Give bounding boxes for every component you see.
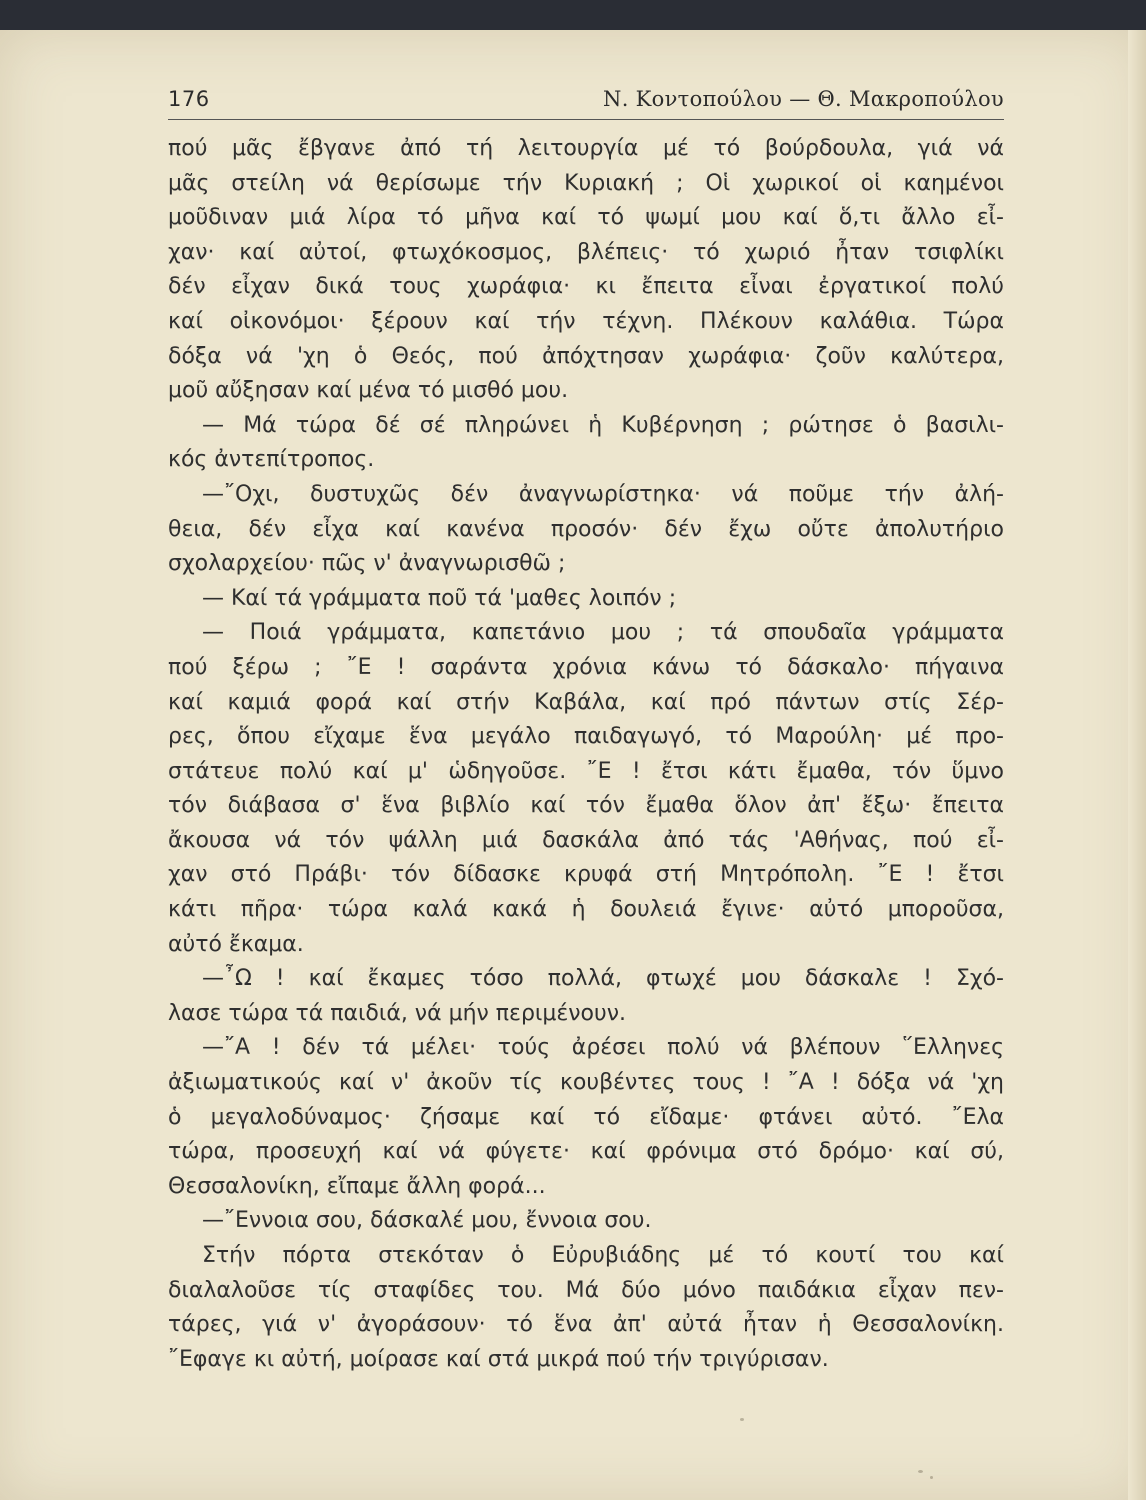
text-line: πού μᾶς ἔβγανε ἀπό τή λειτουργία μέ τό βούρδουλα, γιά νά xyxy=(168,136,1004,161)
text-line: καί καμιά φορά καί στήν Καβάλα, καί πρό πάντων στίς Σέρ- xyxy=(168,689,1004,715)
ink-speck xyxy=(918,1470,923,1473)
text-line: χαν· καί αὐτοί, φτωχόκοσμος, βλέπεις· τό χωριό ἦταν τσιφλίκι xyxy=(168,239,1004,265)
text-line: σχολαρχείου· πῶς ν' ἀναγνωρισθῶ ; xyxy=(168,551,566,577)
text-line: Θεσσαλονίκη, εἴπαμε ἄλλη φορά... xyxy=(168,1173,546,1199)
body-text xyxy=(168,132,1004,1377)
text-line: — Μά τώρα δέ σέ πληρώνει ἡ Κυβέρνηση ; ρώτησε ὁ βασιλι- xyxy=(202,412,1004,438)
ink-speck xyxy=(930,1476,933,1479)
text-line: —῎Α ! δέν τά μέλει· τούς ἀρέσει πολύ νά βλέπουν ῞Ελληνες xyxy=(202,1035,1004,1061)
text-line: δέν εἶχαν δικά τους χωράφια· κι ἔπειτα εἶναι ἐργατικοί πολύ xyxy=(168,274,1004,300)
text-line: κός ἀντεπίτροπος. xyxy=(168,447,375,473)
text-line: τόν διάβασα σ' ἕνα βιβλίο καί τόν ἔμαθα ὅλον ἀπ' ἔξω· ἔπειτα xyxy=(168,793,1004,819)
text-line: ἀξιωματικούς καί ν' ἀκοῦν τίς κουβέντες τους ! ῎Α ! δόξα νά 'χη xyxy=(168,1070,1004,1096)
text-line: —῎Εννοια σου, δάσκαλέ μου, ἔννοια σου. xyxy=(202,1208,652,1234)
text-line: αὐτό ἔκαμα. xyxy=(168,931,304,957)
page-number: 176 xyxy=(168,87,210,111)
ink-speck xyxy=(740,1418,744,1421)
text-line: χαν στό Πράβι· τόν δίδασκε κρυφά στή Μητρόπολη. ῎Ε ! ἔτσι xyxy=(168,862,1004,888)
text-line: ἄκουσα νά τόν ψάλλη μιά δασκάλα ἀπό τάς 'Αθήνας, πού εἶ- xyxy=(168,827,1004,853)
text-line: ὁ μεγαλοδύναμος· ζήσαμε καί τό εἴδαμε· φτάνει αὐτό. ῎Ελα xyxy=(168,1104,1004,1130)
text-line: κάτι πῆρα· τώρα καλά κακά ἡ δουλειά ἔγινε· αὐτό μποροῦσα, xyxy=(168,897,1004,923)
text-line: στάτευε πολύ καί μ' ὡδηγοῦσε. ῎Ε ! ἔτσι κάτι ἔμαθα, τόν ὕμνο xyxy=(168,758,1004,784)
running-head: Ν. Κοντοπούλου — Θ. Μακροπούλου xyxy=(603,87,1004,111)
text-line: —῎Οχι, δυστυχῶς δέν ἀναγνωρίστηκα· νά ποῦμε τήν ἀλή- xyxy=(202,481,1004,507)
page-header xyxy=(168,85,1004,120)
text-line: καί οἰκονόμοι· ξέρουν καί τήν τέχνη. Πλέκουν καλάθια. Τώρα xyxy=(168,308,1004,334)
book-page xyxy=(0,30,1146,1500)
text-line: μᾶς στείλη νά θερίσωμε τήν Κυριακή ; Οἱ χωρικοί οἱ καημένοι xyxy=(168,170,1004,196)
text-line: θεια, δέν εἶχα καί κανένα προσόν· δέν ἔχω οὔτε ἀπολυτήριο xyxy=(168,516,1004,542)
text-line: τώρα, προσευχή καί νά φύγετε· καί φρόνιμα στό δρόμο· καί σύ, xyxy=(168,1139,1004,1165)
text-line: μοῦδιναν μιά λίρα τό μῆνα καί τό ψωμί μου καί ὅ,τι ἄλλο εἶ- xyxy=(168,205,1004,231)
text-line: — Καί τά γράμματα ποῦ τά 'μαθες λοιπόν ; xyxy=(202,585,677,611)
text-line: δόξα νά 'χη ὁ Θεός, πού ἀπόχτησαν χωράφια· ζοῦν καλύτερα, xyxy=(168,343,1004,369)
text-line: λασε τώρα τά παιδιά, νά μήν περιμένουν. xyxy=(168,1000,627,1026)
text-line: Στήν πόρτα στεκόταν ὁ Εὐρυβιάδης μέ τό κουτί του καί xyxy=(202,1243,1004,1268)
text-line: ρες, ὅπου εἴχαμε ἕνα μεγάλο παιδαγωγό, τό Μαρούλη· μέ προ- xyxy=(168,724,1004,750)
text-line: — Ποιά γράμματα, καπετάνιο μου ; τά σπουδαῖα γράμματα xyxy=(202,620,1004,646)
text-line: διαλαλοῦσε τίς σταφίδες του. Μά δύο μόνο παιδάκια εἶχαν πεν- xyxy=(168,1277,1004,1303)
text-line: μοῦ αὔξησαν καί μένα τό μισθό μου. xyxy=(168,378,569,404)
text-line: —῏Ω ! καί ἔκαμες τόσο πολλά, φτωχέ μου δάσκαλε ! Σχό- xyxy=(202,966,1004,992)
text-line: ῎Εφαγε κι αὐτή, μοίρασε καί στά μικρά πού τήν τριγύρισαν. xyxy=(168,1346,829,1372)
text-line: τάρες, γιά ν' ἀγοράσουν· τό ἕνα ἀπ' αὐτά ἦταν ἡ Θεσσαλονίκη. xyxy=(168,1312,1004,1338)
text-line: πού ξέρω ; ῎Ε ! σαράντα χρόνια κάνω τό δάσκαλο· πήγαινα xyxy=(168,654,1004,680)
page-edge xyxy=(1128,30,1146,1500)
